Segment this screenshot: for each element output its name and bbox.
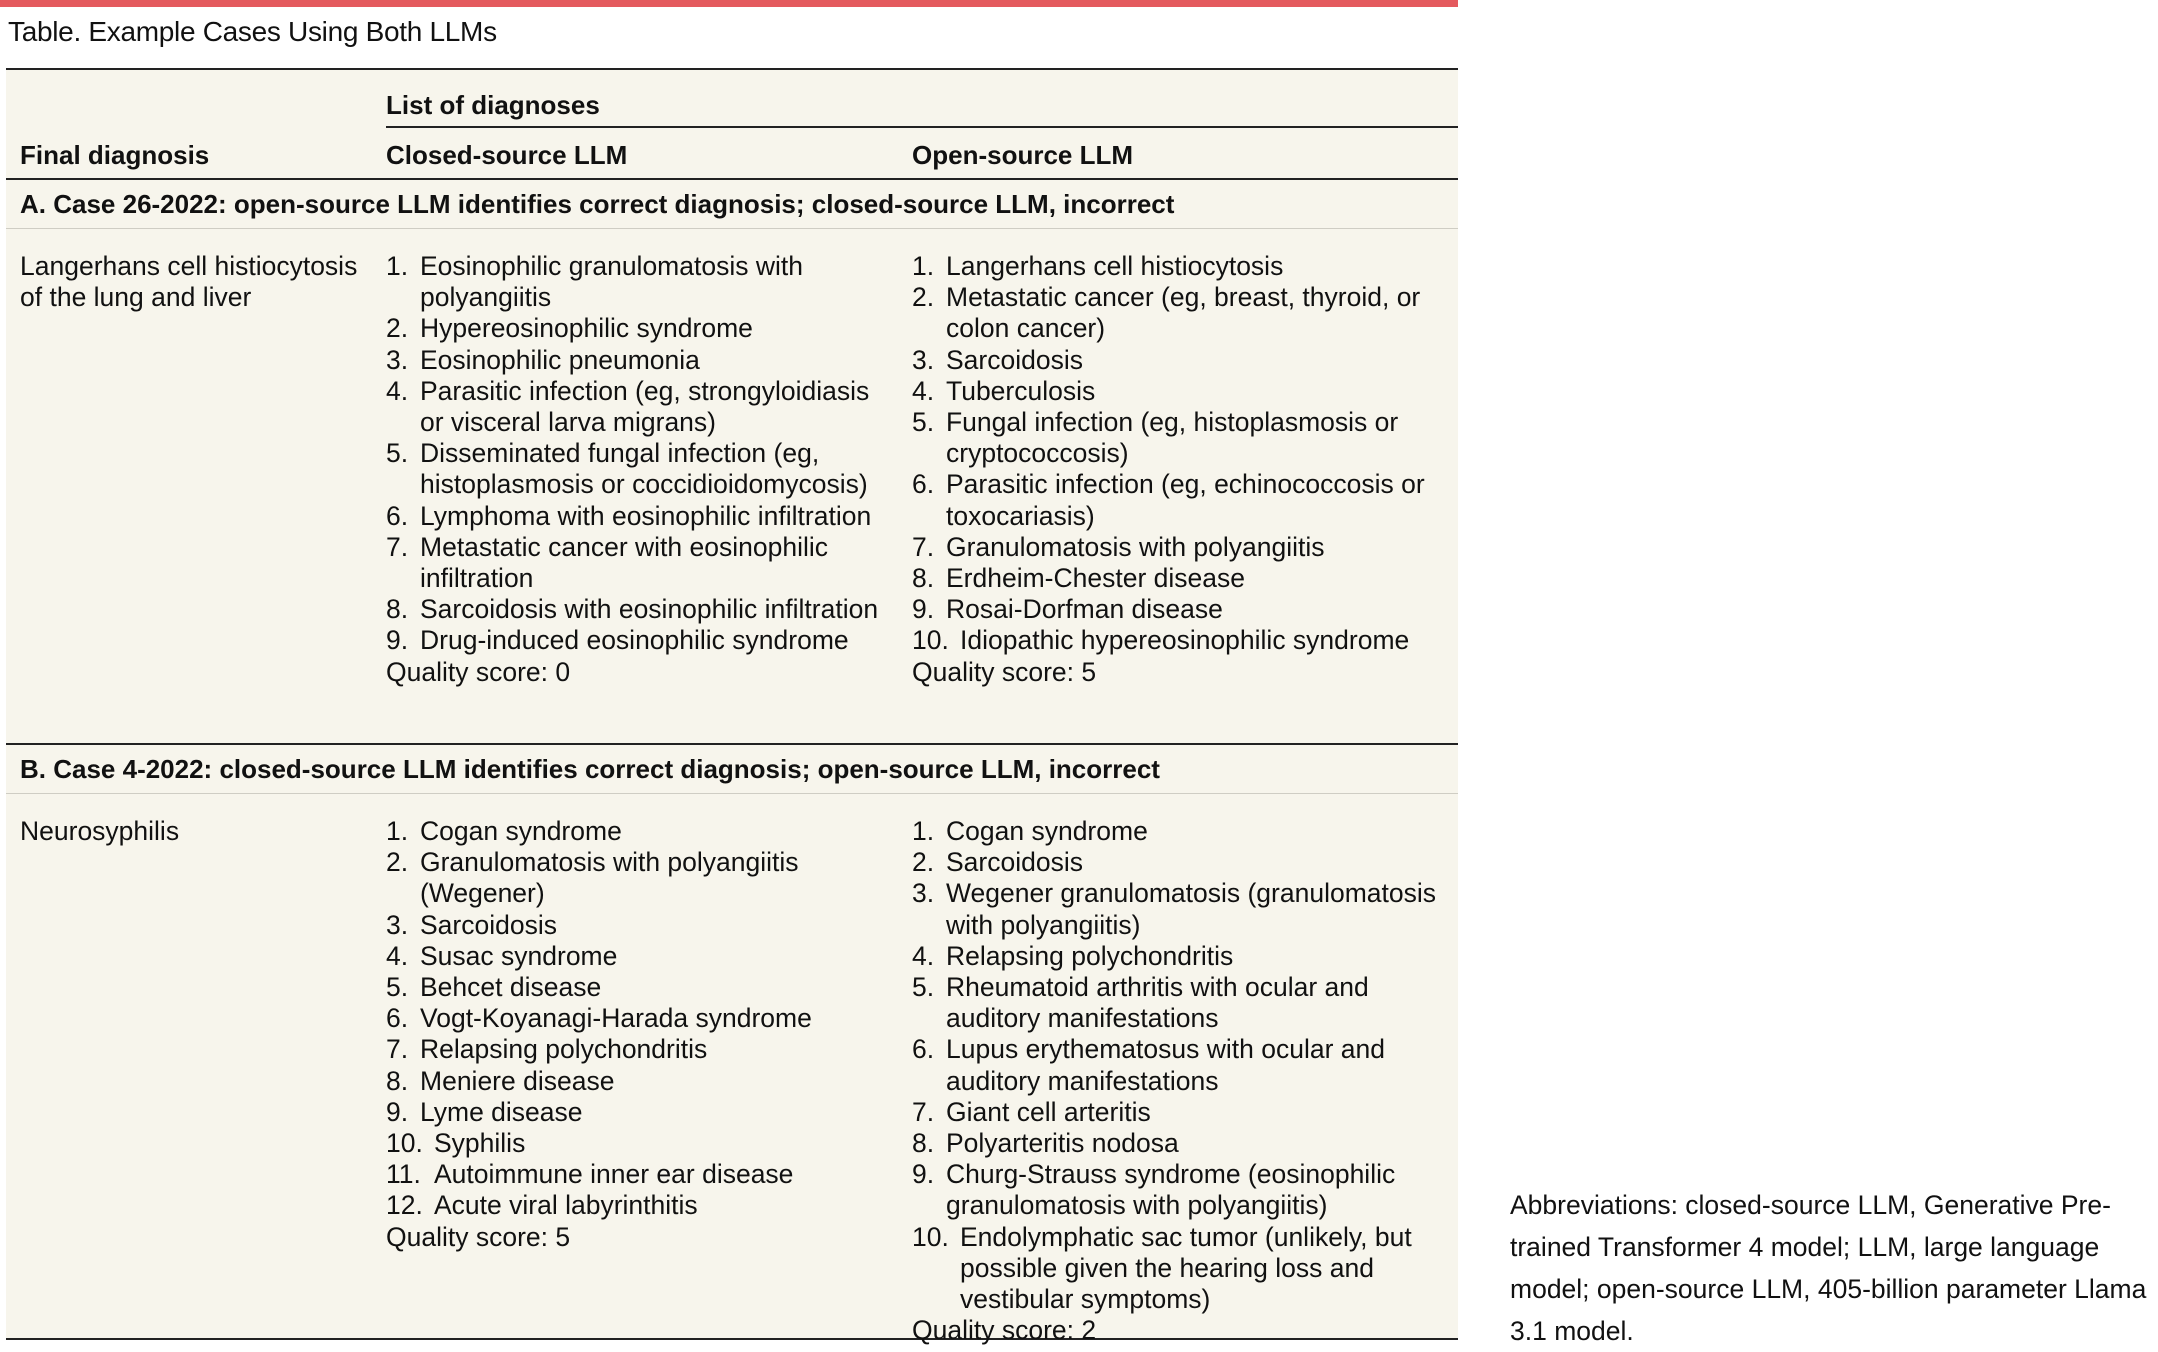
diagnosis-list-item [912, 625, 1452, 656]
diagnosis-list-item [912, 1097, 1452, 1128]
item-text: Wegener granulomatosis (granulomatosis with polyangiitis) [946, 878, 1437, 940]
diagnosis-list-item [386, 1003, 896, 1034]
diagnosis-list-item [386, 972, 896, 1003]
item-text: Idiopathic hypereosinophilic syndrome [960, 625, 1410, 656]
diagnosis-list-item [912, 282, 1452, 344]
diagnosis-list-item [386, 625, 896, 656]
section-a-closed-list [386, 251, 896, 688]
item-text: Granulomatosis with polyangiitis (Wegener) [420, 847, 799, 909]
diagnosis-list-item [386, 376, 896, 438]
diagnosis-list-item [912, 1159, 1452, 1221]
item-text: Tuberculosis [946, 375, 1096, 406]
section-b-final-diagnosis: Neurosyphilis [20, 816, 180, 846]
item-number: 6. [386, 1003, 409, 1034]
item-text: Cogan syndrome [420, 816, 622, 846]
item-number: 3. [386, 909, 409, 940]
diagnosis-list-item [386, 1034, 896, 1065]
item-text: Polyarteritis nodosa [946, 1128, 1179, 1159]
diagnosis-list-item [912, 376, 1452, 407]
item-text: Sarcoidosis [946, 847, 1083, 878]
item-number: 4. [386, 375, 409, 406]
diagnosis-list-item [386, 1097, 896, 1128]
top-accent-rule [0, 0, 1458, 7]
item-text: Metastatic cancer with eosinophilic infiltration [420, 531, 828, 594]
abbreviations-note: Abbreviations: closed-source LLM, Generative Pre-trained Transformer 4 model; LLM, large language model; open-source LLM, 405-billion parameter Llama 3.1 model. [1510, 1190, 2147, 1346]
item-text: Parasitic infection (eg, strongyloidiasis or visceral larva migrans) [420, 375, 870, 438]
section-b-heading: B. Case 4-2022: closed-source LLM identifies correct diagnosis; open-source LLM, incorrect [6, 743, 1458, 794]
item-text: Syphilis [434, 1128, 526, 1159]
item-number: 10. [386, 1128, 423, 1159]
item-number: 2. [912, 847, 935, 878]
item-number: 5. [386, 438, 409, 469]
item-number: 5. [912, 972, 935, 1003]
item-number: 9. [912, 1159, 935, 1190]
diagnosis-list-item [912, 469, 1452, 531]
item-number: 8. [386, 594, 409, 625]
diagnosis-list-item [912, 816, 1452, 847]
section-a-heading: A. Case 26-2022: open-source LLM identifies correct diagnosis; closed-source LLM, incorrect [6, 180, 1458, 229]
diagnosis-list-item [386, 1190, 896, 1221]
item-number: 2. [912, 282, 935, 313]
item-number: 4. [912, 375, 935, 406]
section-b-open-list [912, 816, 1452, 1346]
quality-score: Quality score: 5 [386, 1221, 571, 1252]
item-text: Churg-Strauss syndrome (eosinophilic granulomatosis with polyangiitis) [946, 1159, 1396, 1221]
item-text: Granulomatosis with polyangiitis [946, 531, 1325, 562]
item-number: 2. [386, 847, 409, 878]
item-text: Acute viral labyrinthitis [434, 1190, 698, 1221]
section-a-open-list [912, 251, 1452, 688]
item-number: 3. [912, 344, 935, 375]
item-number: 11. [386, 1159, 421, 1190]
item-number: 4. [386, 940, 409, 971]
item-number: 1. [912, 816, 935, 846]
item-text: Rosai-Dorfman disease [946, 594, 1223, 625]
item-number: 5. [912, 407, 935, 438]
item-number: 7. [912, 531, 935, 562]
item-number: 10. [912, 1221, 949, 1252]
item-text: Sarcoidosis [946, 344, 1083, 375]
header-group-rule [386, 126, 1458, 128]
item-text: Lymphoma with eosinophilic infiltration [420, 500, 872, 531]
item-text: Disseminated fungal infection (eg, histoplasmosis or coccidioidomycosis) [420, 438, 868, 500]
section-a-final-diagnosis: Langerhans cell histiocytosis of the lung and liver [20, 251, 358, 313]
diagnosis-list-item [386, 532, 896, 594]
item-text: Hypereosinophilic syndrome [420, 313, 753, 344]
item-text: Eosinophilic granulomatosis with polyangiitis [420, 251, 803, 313]
diagnosis-list-item [912, 941, 1452, 972]
item-number: 7. [386, 531, 409, 562]
diagnosis-list-item [386, 594, 896, 625]
item-text: Parasitic infection (eg, echinococcosis or toxocariasis) [946, 469, 1425, 531]
item-text: Erdheim-Chester disease [946, 563, 1245, 594]
diagnosis-table [6, 68, 1458, 1346]
item-number: 10. [912, 625, 949, 656]
item-text: Autoimmune inner ear disease [434, 1159, 794, 1190]
item-text: Endolymphatic sac tumor (unlikely, but possible given the hearing loss and vestibular symptoms) [960, 1221, 1412, 1315]
quality-score: Quality score: 0 [386, 656, 571, 687]
diagnosis-list-item [386, 1066, 896, 1097]
item-number: 6. [386, 500, 409, 531]
diagnosis-list-item [386, 501, 896, 532]
item-text: Fungal infection (eg, histoplasmosis or cryptococcosis) [946, 407, 1399, 469]
item-number: 8. [386, 1065, 409, 1096]
item-number: 9. [912, 594, 935, 625]
item-number: 2. [386, 313, 409, 344]
table-title: Table. Example Cases Using Both LLMs [8, 16, 497, 47]
item-number: 8. [912, 1128, 935, 1159]
diagnosis-list-item [386, 1159, 896, 1190]
section-b-row [6, 794, 1458, 1346]
item-number: 3. [912, 878, 935, 909]
item-text: Metastatic cancer (eg, breast, thyroid, or colon cancer) [946, 282, 1421, 344]
item-number: 5. [386, 972, 409, 1003]
item-text: Sarcoidosis with eosinophilic infiltration [420, 594, 879, 625]
item-number: 6. [912, 469, 935, 500]
item-text: Sarcoidosis [420, 909, 557, 940]
section-a-row [6, 229, 1458, 743]
item-number: 8. [912, 563, 935, 594]
item-number: 7. [912, 1096, 935, 1127]
diagnosis-list-item [386, 345, 896, 376]
item-text: Lyme disease [420, 1096, 583, 1127]
item-text: Meniere disease [420, 1065, 615, 1096]
item-number: 7. [386, 1034, 409, 1065]
item-number: 12. [386, 1190, 423, 1221]
quality-score: Quality score: 5 [912, 656, 1097, 687]
item-text: Relapsing polychondritis [420, 1034, 708, 1065]
item-number: 6. [912, 1034, 935, 1065]
diagnosis-list-item [386, 816, 896, 847]
diagnosis-list-item [912, 563, 1452, 594]
diagnosis-list-item [386, 941, 896, 972]
diagnosis-list-item [912, 972, 1452, 1034]
item-number: 1. [912, 251, 935, 281]
diagnosis-list-item [912, 847, 1452, 878]
table-header [6, 70, 1458, 180]
diagnosis-list-item [386, 910, 896, 941]
item-number: 1. [386, 816, 409, 846]
item-number: 3. [386, 344, 409, 375]
diagnosis-list-item [386, 251, 896, 313]
item-text: Drug-induced eosinophilic syndrome [420, 625, 849, 656]
header-open-source: Open-source LLM [912, 140, 1134, 170]
item-text: Vogt-Koyanagi-Harada syndrome [420, 1003, 812, 1034]
section-b-closed-list [386, 816, 896, 1253]
item-text: Susac syndrome [420, 940, 618, 971]
diagnosis-list-item [912, 407, 1452, 469]
item-text: Cogan syndrome [946, 816, 1148, 846]
header-closed-source: Closed-source LLM [386, 140, 628, 170]
diagnosis-list-item [912, 1128, 1452, 1159]
diagnosis-list-item [386, 847, 896, 909]
diagnosis-list-item [386, 1128, 896, 1159]
diagnosis-list-item [912, 1222, 1452, 1316]
diagnosis-list-item [912, 594, 1452, 625]
item-text: Behcet disease [420, 972, 602, 1003]
item-text: Relapsing polychondritis [946, 940, 1234, 971]
item-text: Rheumatoid arthritis with ocular and auditory manifestations [946, 972, 1369, 1034]
item-number: 1. [386, 251, 409, 281]
diagnosis-list-item [912, 1034, 1452, 1096]
diagnosis-list-item [912, 878, 1452, 940]
diagnosis-list-item [912, 532, 1452, 563]
header-final-diagnosis: Final diagnosis [20, 140, 210, 170]
diagnosis-list-item [386, 438, 896, 500]
header-group-label: List of diagnoses [386, 90, 600, 120]
quality-score: Quality score: 2 [912, 1315, 1097, 1346]
item-text: Lupus erythematosus with ocular and auditory manifestations [946, 1034, 1385, 1096]
item-number: 9. [386, 1096, 409, 1127]
diagnosis-list-item [386, 313, 896, 344]
item-number: 4. [912, 940, 935, 971]
item-number: 9. [386, 625, 409, 656]
diagnosis-list-item [912, 251, 1452, 282]
diagnosis-list-item [912, 345, 1452, 376]
item-text: Langerhans cell histiocytosis [946, 251, 1284, 281]
item-text: Eosinophilic pneumonia [420, 344, 700, 375]
item-text: Giant cell arteritis [946, 1096, 1151, 1127]
